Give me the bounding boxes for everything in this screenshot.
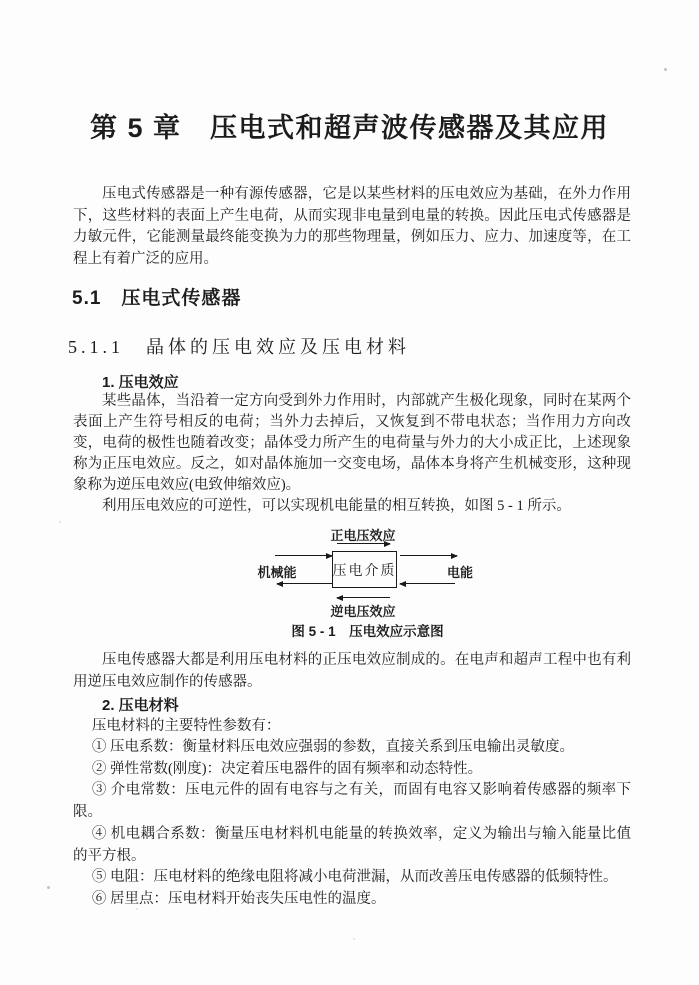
list-item-piezo-coefficient: ① 压电系数：衡量材料压电效应强弱的参数，直接关系到压电输出灵敏度。 (91, 739, 574, 755)
scan-artifact (136, 908, 138, 910)
inverse-effect-label: 逆电压效应 (330, 604, 396, 619)
electric-input-arrow-icon (400, 583, 455, 584)
scan-artifact (59, 521, 61, 523)
list-item-coupling-coefficient: ④ 机电耦合系数：衡量压电材料机电能量的转换效率，定义为输出与输入能量比值的平方根。 (73, 825, 631, 864)
item-heading-piezo-materials: 2. 压电材料 (102, 697, 179, 714)
mechanical-input-arrow-icon (275, 555, 332, 556)
paragraph-parameters-intro: 压电材料的主要特性参数有： (91, 718, 281, 734)
electric-output-arrow-icon (400, 555, 457, 556)
paragraph-figure-reference: 利用压电效应的可逆性，可以实现机电能量的相互转换，如图 5 - 1 所示。 (102, 498, 571, 514)
electric-energy-label: 电能 (446, 565, 473, 580)
scan-artifact (664, 68, 667, 71)
paragraph-applications: 压电传感器大都是利用压电材料的正压电效应制成的。在电声和超声工程中也有利用逆压电效应制作的传感器。 (73, 652, 631, 690)
piezo-medium-box: 压电介质 (332, 551, 397, 588)
list-item-elastic-constant: ② 弹性常数(刚度)：决定着压电器件的固有频率和动态特性。 (91, 760, 483, 777)
intro-paragraph: 压电式传感器是一种有源传感器，它是以某些材料的压电效应为基础，在外力作用下，这些材料的表面上产生电荷，从而实现非电量到电量的转换。因此压电式传感器是力敏元件，它能测量最终能变换为力的那些物理量，例如压力、应力、加速度等，在工程上有着广泛的应用。 (73, 186, 631, 267)
scan-artifact (353, 938, 355, 940)
chapter-title: 第 5 章 压电式和超声波传感器及其应用 (89, 113, 610, 143)
scan-artifact (47, 886, 50, 889)
mechanical-output-arrow-icon (277, 583, 332, 584)
parameter-list (73, 737, 631, 911)
forward-effect-right-arrow-icon (337, 543, 390, 544)
inverse-effect-left-arrow-icon (337, 597, 390, 598)
figure-5-1-diagram (230, 528, 492, 622)
list-item-curie-point: ⑥ 居里点：压电材料开始丧失压电性的温度。 (91, 890, 386, 907)
figure-caption: 图 5 - 1 压电效应示意图 (291, 624, 444, 639)
list-item-dielectric-constant: ③ 介电常数：压电元件的固有电容与之有关，而固有电容又影响着传感器的频率下限。 (73, 782, 631, 821)
mechanical-energy-label: 机械能 (257, 565, 297, 580)
section-heading-5-1: 5.1 压电式传感器 (72, 288, 242, 309)
paragraph-piezo-effect: 某些晶体，当沿着一定方向受到外力作用时，内部就产生极化现象，同时在某两个表面上产生符号相反的电荷；当外力去掉后，又恢复到不带电状态；当作用力方向改变，电荷的极性也随着改变；晶体受力所产生的电荷量与外力的大小成正比，上述现象称为正压电效应。反之，如对晶体施加一交变电场，晶体本身将产生机械变形，这种现象称为逆压电效应(电致伸缩效应)。 (73, 393, 631, 493)
subsection-heading-5-1-1: 5.1.1 晶体的压电效应及压电材料 (68, 337, 410, 357)
forward-effect-label: 正电压效应 (330, 528, 396, 543)
list-item-resistance: ⑤ 电阻：压电材料的绝缘电阻将减小电荷泄漏，从而改善压电传感器的低频特性。 (91, 869, 618, 886)
item-heading-piezo-effect: 1. 压电效应 (102, 374, 179, 391)
